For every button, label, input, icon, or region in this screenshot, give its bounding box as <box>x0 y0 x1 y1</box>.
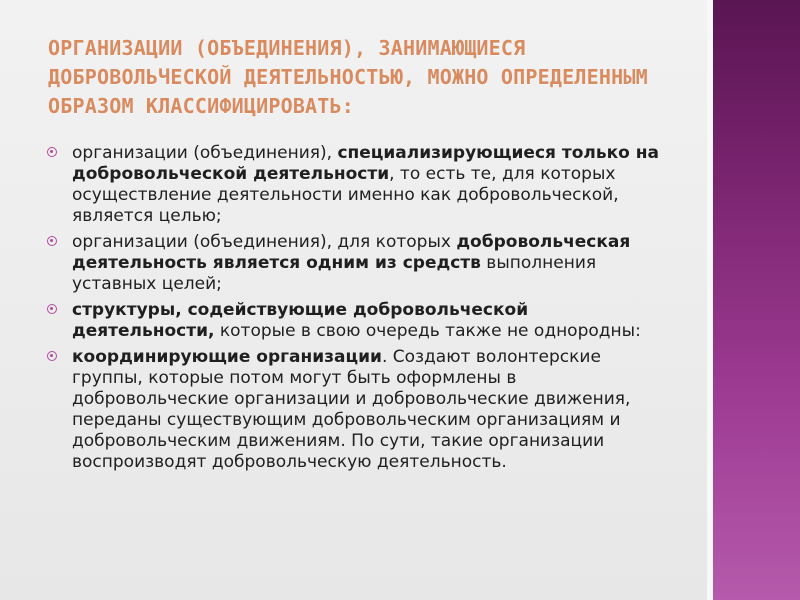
bullet-4-text-regular-end: . Создают волонтерские группы, которые потом могут быть оформлены в добровольческие организации и добровольческие движения, переданы существующим добровольческим организациям и добровольческим движениям. По сути, такие организации воспроизводят добровольческую деятельность. <box>72 347 631 472</box>
bullet-icon <box>47 304 57 314</box>
bullet-3-text-bold: структуры, содействующие добровольческой деятельности, <box>72 300 529 341</box>
bullet-1-text-regular-end: , то есть те, для которых осуществление деятельности именно как добровольческой, является целью; <box>72 164 619 226</box>
bullet-2-text-regular-start: организации (объединения), для которых <box>72 232 457 252</box>
bullet-1-text-bold: специализирующиеся только на добровольческой деятельности <box>72 143 659 184</box>
bullet-icon <box>47 351 57 361</box>
bullet-icon <box>47 236 57 246</box>
bullet-4-text-bold: координирующие организации <box>72 347 382 367</box>
bullet-item-1 <box>44 143 669 227</box>
bullet-3-text-regular-end: которые в свою очередь также не однородны: <box>214 321 641 341</box>
bullet-2-text-regular-end: выполнения уставных целей; <box>72 253 597 294</box>
bullet-1-text-regular-start: организации (объединения), <box>72 143 338 163</box>
bullet-item-4 <box>44 347 669 473</box>
bullet-2-text-bold: добровольческая деятельность является одним из средств <box>72 232 631 273</box>
slide-title: ОРГАНИЗАЦИИ (ОБЪЕДИНЕНИЯ), ЗАНИМАЮЩИЕСЯ ДОБРОВОЛЬЧЕСКОЙ ДЕЯТЕЛЬНОСТЬЮ, МОЖНО ОПРЕДЕЛЕННЫМ ОБРАЗОМ КЛАССИФИЦИРОВАТЬ: <box>48 36 648 118</box>
bullet-item-2 <box>44 232 669 295</box>
bullet-list <box>44 143 669 478</box>
bullet-item-3 <box>44 300 669 342</box>
bullet-icon <box>47 147 57 157</box>
accent-band <box>713 0 800 600</box>
